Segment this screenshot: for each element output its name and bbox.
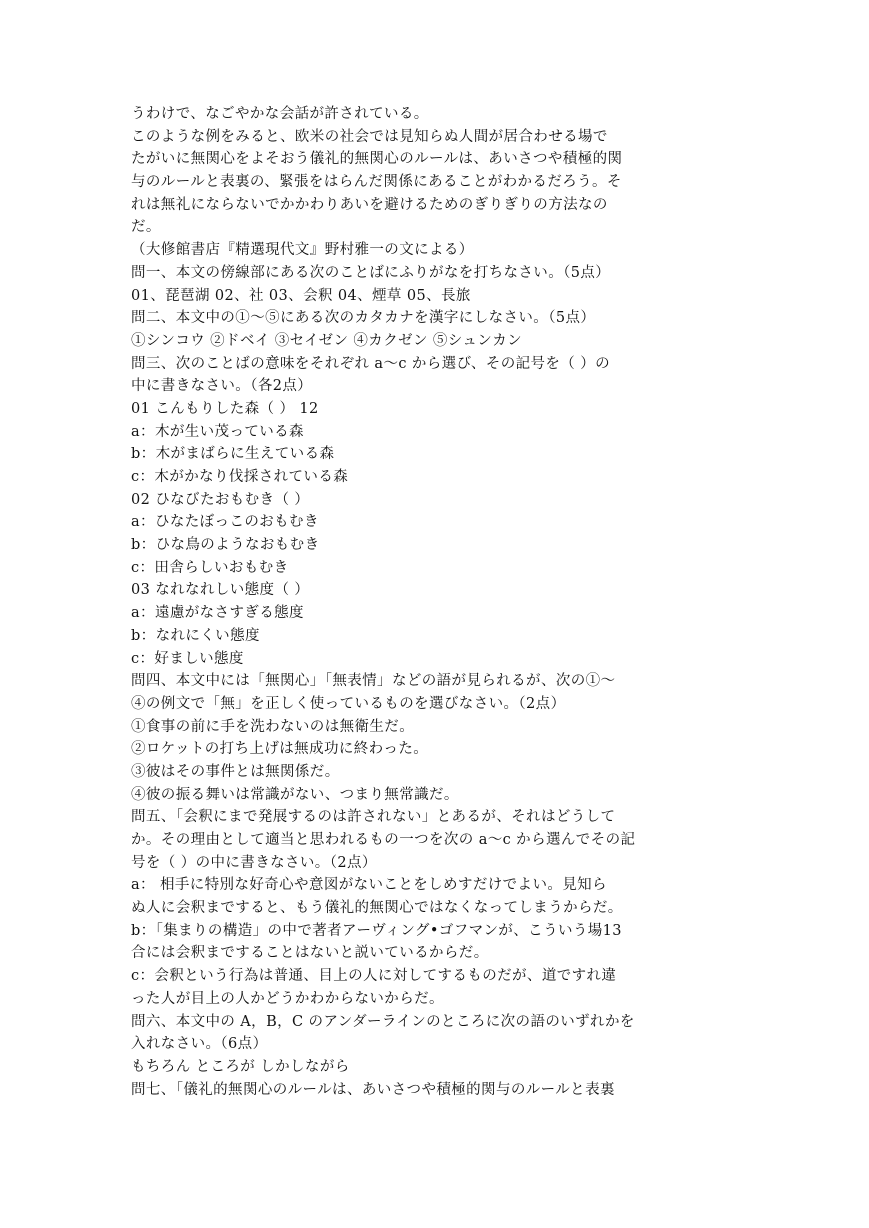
question-heading: 問四、本文中には「無関心」「無表情」などの語が見られるが、次の①～ <box>131 673 616 690</box>
text-line: 号を（ ）の中に書きなさい。（2点） <box>131 854 377 871</box>
text-line: ぬ人に会釈まですると、もう儀礼的無関心ではなくなってしまうからだ。 <box>131 900 623 917</box>
text-line: 入れなさい。（6点） <box>131 1036 268 1053</box>
answer-option: c：木がかなり伐採されている森 <box>131 469 349 485</box>
text-line: 01、琵琶湖 02、社 03、会釈 04、煙草 05、長旅 <box>131 287 471 304</box>
text-line: 与のルールと表裏の、緊張をはらんだ関係にあることがわかるだろう。そ <box>131 174 622 191</box>
text-line: もちろん ところが しかしながら <box>131 1058 350 1075</box>
question-heading: 問二、本文中の①～⑤にある次のカタカナを漢字にしなさい。（5点） <box>131 310 596 327</box>
answer-option: a： 相手に特別な好奇心や意図がないことをしめすだけでよい。見知ら <box>131 877 607 894</box>
text-line: たがいに無関心をよそおう儀礼的無関心のルールは、あいさつや積極的関 <box>131 151 623 168</box>
text-line: った人が目上の人かどうかわからないからだ。 <box>131 990 444 1007</box>
answer-option: b：ひな鳥のようなおもむき <box>131 537 320 554</box>
answer-option: c：好ましい態度 <box>131 650 244 667</box>
text-line: 中に書きなさい。（各2点） <box>131 378 313 395</box>
text-line: うわけで、なごやかな会話が許されている。 <box>131 106 429 122</box>
answer-option: c：田舎らしいおもむき <box>131 559 289 576</box>
text-line: か。その理由として適当と思われるもの一つを次の a～c から選んでその記 <box>131 832 636 848</box>
answer-option: ④彼の振る舞いは常識がない、つまり無常識だ。 <box>131 786 459 803</box>
question-heading: 問一、本文の傍線部にある次のことばにふりがなを打ちなさい。（5点） <box>131 264 611 281</box>
text-line: ④の例文で「無」を正しく使っているものを選びなさい。（2点） <box>131 695 566 712</box>
question-heading: 問七、「儀礼的無関心のルールは、あいさつや積極的関与のルールと表裏 <box>131 1081 615 1098</box>
answer-option: ②ロケットの打ち上げは無成功に終わった。 <box>131 741 429 758</box>
text-line: 合には会釈まですることはないと説いているからだ。 <box>131 945 489 962</box>
answer-option: ③彼はその事件とは無関係だ。 <box>131 763 340 780</box>
answer-option: ①食事の前に手を洗わないのは無衛生だ。 <box>131 718 415 735</box>
text-line: 01 こんもりした森（ ） 12 <box>131 400 319 417</box>
answer-option: b：木がまばらに生えている森 <box>131 446 335 463</box>
question-heading: 問三、次のことばの意味をそれぞれ a～c から選び、その記号を（ ）の <box>131 355 611 372</box>
question-heading: 問六、本文中の A，B，C のアンダーラインのところに次の語のいずれかを <box>131 1013 635 1030</box>
document-body <box>131 103 651 1101</box>
text-line: 03 なれなれしい態度（ ） <box>131 582 310 599</box>
answer-option: b：なれにくい態度 <box>131 627 260 644</box>
answer-option: b：「集まりの構造」の中で著者アーヴィング•ゴフマンが、こういう場13 <box>131 922 622 939</box>
text-line: このような例をみると、欧米の社会では見知らぬ人間が居合わせる場で <box>131 128 608 145</box>
text-line: 02 ひなびたおもむき（ ） <box>131 491 310 508</box>
source-citation: （大修館書店『精選現代文』野村雅一の文による） <box>131 242 474 259</box>
answer-option: a：遠慮がなさすぎる態度 <box>131 605 304 622</box>
text-line: ①シンコウ ②ドベイ ③セイゼン ④カクゼン ⑤シュンカン <box>131 332 523 349</box>
answer-option: a：木が生い茂っている森 <box>131 423 304 440</box>
answer-option: a：ひなたぼっこのおもむき <box>131 514 319 531</box>
question-heading: 問五、「会釈にまで発展するのは許されない」とあるが、それはどうして <box>131 809 616 826</box>
text-line: れは無礼にならないでかかわりあいを避けるためのぎりぎりの方法なの <box>131 196 608 213</box>
text-line: だ。 <box>131 219 161 236</box>
answer-option: c：会釈という行為は普通、目上の人に対してするものだが、道ですれ違 <box>131 968 617 985</box>
